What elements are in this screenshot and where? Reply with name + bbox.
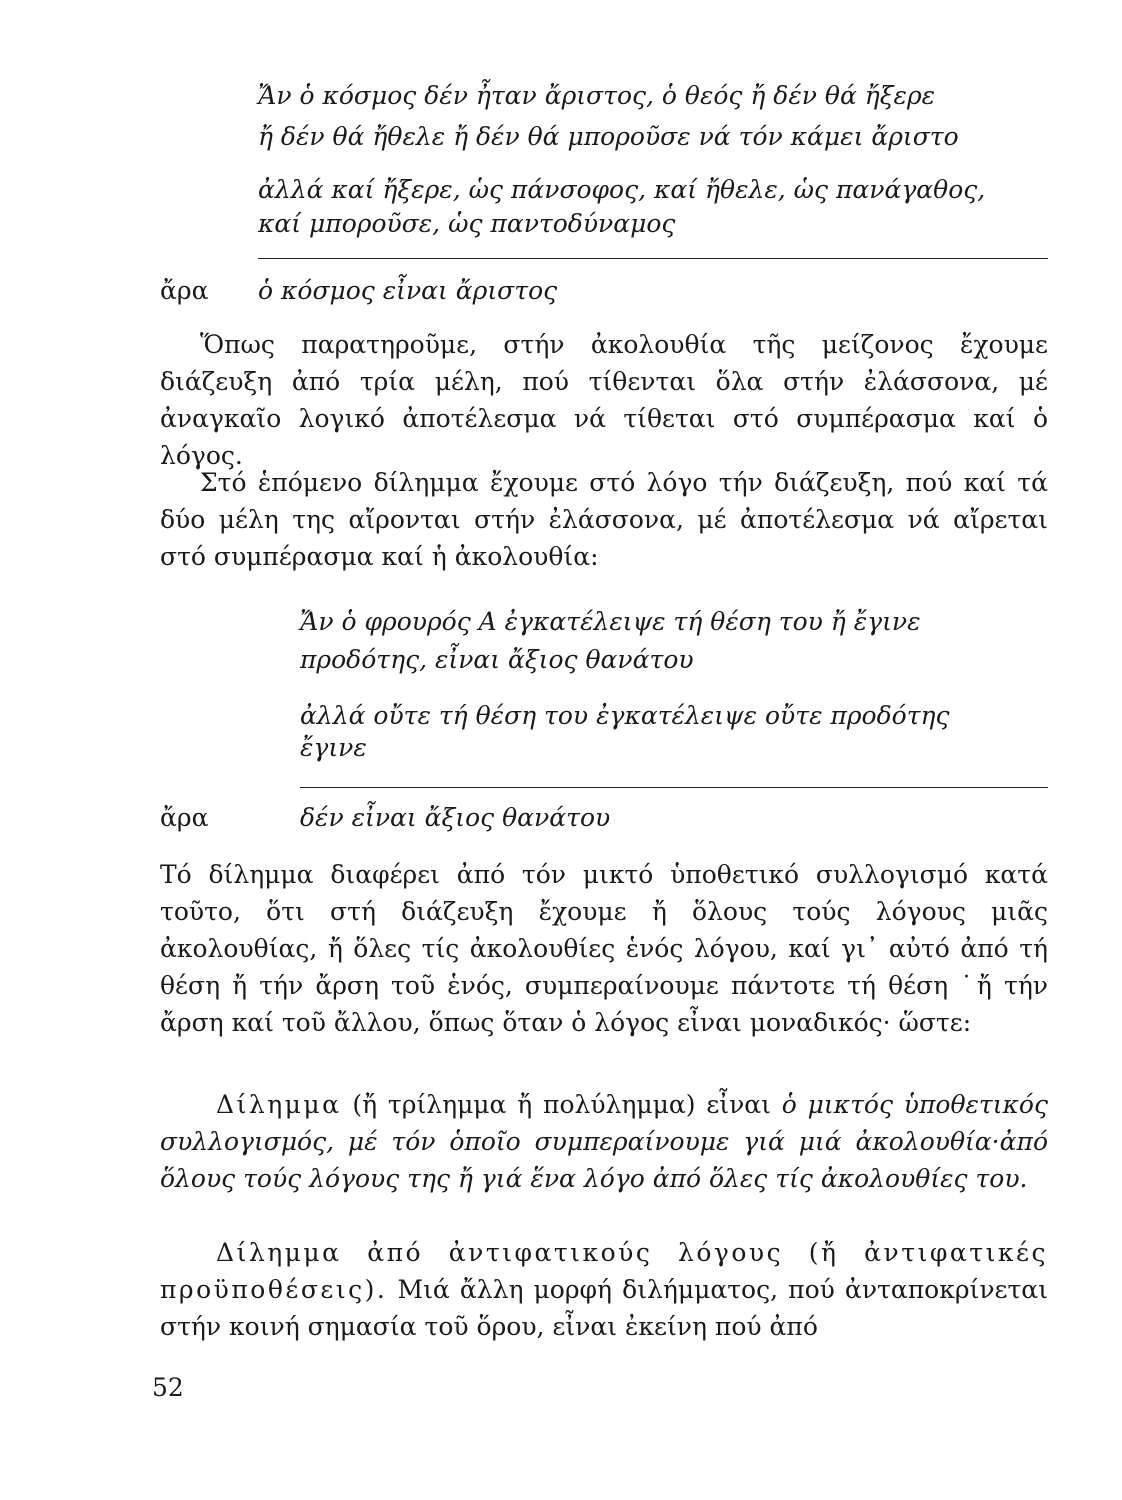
paragraph-4-text: Μιά ἄλλη μορφή διλήμματος, πού ἀνταποκρίνεται στήν κοινή σημασία τοῦ ὅρου, εἶναι ἐκείνη πού ἀπό (160, 1275, 1048, 1341)
paragraph-4 (160, 1234, 1048, 1345)
paragraph-2: Στό ἑπόμενο δίλημμα ἔχουμε στό λόγο τήν διάζευξη, πού καί τά δύο μέλη της αἴρονται στήν ἐλάσσονα, μέ ἀποτέλεσμα νά αἴρεται στό συμπέρασμα καί ἡ ἀκολουθία: (160, 468, 1048, 571)
syllogism2-conclusion: δέν εἶναι ἄξιος θανάτου (300, 803, 611, 832)
syllogism2-rule (300, 787, 1048, 788)
syllogism2-major-line1: Ἄν ὁ φρουρός Α ἐγκατέλειψε τή θέση του ἤ ἔγινε (300, 607, 921, 636)
syllogism1-major-line2: ἤ δέν θά ἤθελε ἤ δέν θά μποροῦσε νά τόν κάμει ἄριστο (258, 122, 959, 151)
syllogism1-major-line1: Ἄν ὁ κόσμος δέν ἦταν ἄριστος, ὁ θεός ἤ δέν θά ἤξερε (258, 81, 936, 110)
syllogism2-minor-line2: ἔγινε (300, 733, 367, 762)
paragraph-3: Τό δίλημμα διαφέρει ἀπό τόν μικτό ὑποθετικό συλλογισμό κατά τοῦτο, ὅτι στή διάζευξη ἔχουμε ἤ ὅλους τούς λόγους μιᾶς ἀκολουθίας, ἤ ὅλες τίς ἀκολουθίες ἑνός λόγου, καί γι᾿ αὐτό ἀπό τή θέση ἤ τήν ἄρση τοῦ ἑνός, συμπεραίνουμε πάντοτε τή θέση ˙ἤ τήν ἄρση καί τοῦ ἄλλου, ὅπως ὅταν ὁ λόγος εἶναι μοναδικός· ὥστε: (160, 860, 1048, 1037)
syllogism1-ara: ἄρα (160, 276, 209, 305)
syllogism1-conclusion: ὁ κόσμος εἶναι ἄριστος (258, 276, 558, 305)
section-heading: Δίλημμα ἀπό ἀντιφατικούς λόγους (ἤ ἀντιφατικές προϋποθέσεις). (160, 1238, 1048, 1304)
paragraph-1: Ὅπως παρατηροῦμε, στήν ἀκολουθία τῆς μείζονος ἔχουμε διάζευξη ἀπό τρία μέλη, πού τίθενται ὅλα στήν ἐλάσσονα, μέ ἀναγκαῖο λογικό ἀποτέλεσμα νά τίθεται στό συμπέρασμα καί ὁ λόγος. (160, 330, 1048, 470)
definition-body: ὁ μικτός ὑποθετικός συλλογισμός, μέ τόν ὁποῖο συμπεραίνουμε γιά μιά ἀκολουθία·ἀπό ὅλους τούς λόγους της ἤ γιά ἕνα λόγο ἀπό ὅλες τίς ἀκολουθίες του. (160, 1090, 1048, 1193)
definition-term: Δίλημμα (216, 1090, 342, 1119)
definition-paren: (ἤ τρίλημμα ἤ πολύλημμα) εἶναι (341, 1090, 782, 1119)
syllogism2-major-line2: προδότης, εἶναι ἄξιος θανάτου (300, 645, 694, 674)
page-number: 52 (152, 1373, 184, 1402)
definition-paragraph (160, 1086, 1048, 1197)
syllogism1-rule (258, 258, 1048, 259)
syllogism1-minor-line2: καί μποροῦσε, ὡς παντοδύναμος (258, 209, 676, 238)
syllogism2-ara: ἄρα (160, 803, 209, 832)
syllogism2-minor-line1: ἀλλά οὔτε τή θέση του ἐγκατέλειψε οὔτε προδότης (300, 701, 950, 730)
syllogism1-minor-line1: ἀλλά καί ἤξερε, ὡς πάνσοφος, καί ἤθελε, ὡς πανάγαθος, (258, 175, 986, 204)
